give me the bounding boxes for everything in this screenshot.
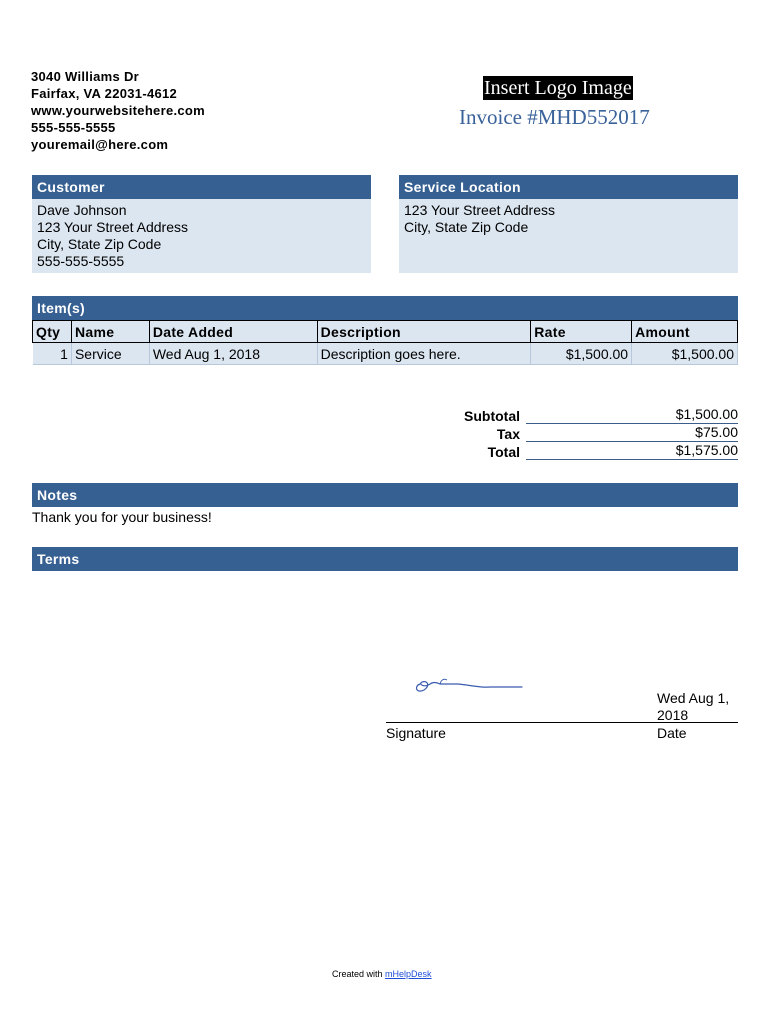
date-label: Date [657, 725, 687, 741]
customer-heading: Customer [32, 175, 371, 199]
customer-details [32, 199, 371, 273]
logo-placeholder: Insert Logo Image [484, 77, 632, 99]
footer [332, 969, 432, 979]
table-row [33, 343, 738, 365]
tax-value: $75.00 [526, 424, 738, 442]
company-website: www.yourwebsitehere.com [31, 103, 206, 118]
totals-block [420, 407, 738, 460]
item-name: Service [71, 343, 149, 365]
subtotal-row [420, 407, 738, 424]
col-amount: Amount [632, 321, 738, 343]
items-section [32, 296, 738, 365]
signature-image [410, 672, 525, 698]
item-amount: $1,500.00 [632, 343, 738, 365]
company-info [31, 68, 205, 153]
total-value: $1,575.00 [526, 442, 738, 460]
customer-phone: 555-555-5555 [37, 253, 125, 269]
signature-line [386, 722, 738, 723]
tax-label: Tax [496, 426, 520, 442]
signature-label: Signature [386, 725, 446, 741]
notes-heading: Notes [32, 483, 738, 507]
date-line-2: 2018 [657, 707, 689, 723]
customer-box [32, 175, 371, 273]
company-email: youremail@here.com [31, 137, 169, 152]
col-name: Name [71, 321, 149, 343]
notes-text: Thank you for your business! [32, 509, 212, 525]
customer-name: Dave Johnson [37, 202, 127, 218]
service-address: 123 Your Street Address [404, 202, 555, 218]
company-phone: 555-555-5555 [31, 120, 116, 135]
company-street: 3040 Williams Dr [31, 69, 140, 84]
item-qty: 1 [33, 343, 72, 365]
service-location-details [399, 199, 738, 273]
tax-row [420, 425, 738, 442]
items-heading: Item(s) [32, 296, 738, 320]
total-row [420, 443, 738, 460]
subtotal-value: $1,500.00 [526, 406, 738, 424]
customer-address: 123 Your Street Address [37, 219, 188, 235]
items-header-row [33, 321, 738, 343]
item-rate: $1,500.00 [531, 343, 632, 365]
signature-date-value [657, 690, 729, 724]
col-description: Description [317, 321, 531, 343]
customer-city: City, State Zip Code [37, 236, 162, 252]
service-city: City, State Zip Code [404, 219, 529, 235]
item-date-added: Wed Aug 1, 2018 [149, 343, 317, 365]
terms-heading: Terms [32, 547, 738, 571]
date-line-1: Wed Aug 1, [657, 690, 730, 706]
items-table [32, 320, 738, 365]
col-qty: Qty [33, 321, 72, 343]
col-date-added: Date Added [149, 321, 317, 343]
service-location-box [399, 175, 738, 273]
company-city: Fairfax, VA 22031-4612 [31, 86, 178, 101]
total-label: Total [487, 444, 520, 460]
item-description: Description goes here. [317, 343, 531, 365]
service-location-heading: Service Location [399, 175, 738, 199]
invoice-number: Invoice #MHD552017 [459, 105, 650, 129]
mhelpdesk-link[interactable]: mHelpDesk [385, 969, 432, 979]
footer-prefix: Created with [332, 969, 386, 979]
col-rate: Rate [531, 321, 632, 343]
subtotal-label: Subtotal [464, 408, 520, 424]
